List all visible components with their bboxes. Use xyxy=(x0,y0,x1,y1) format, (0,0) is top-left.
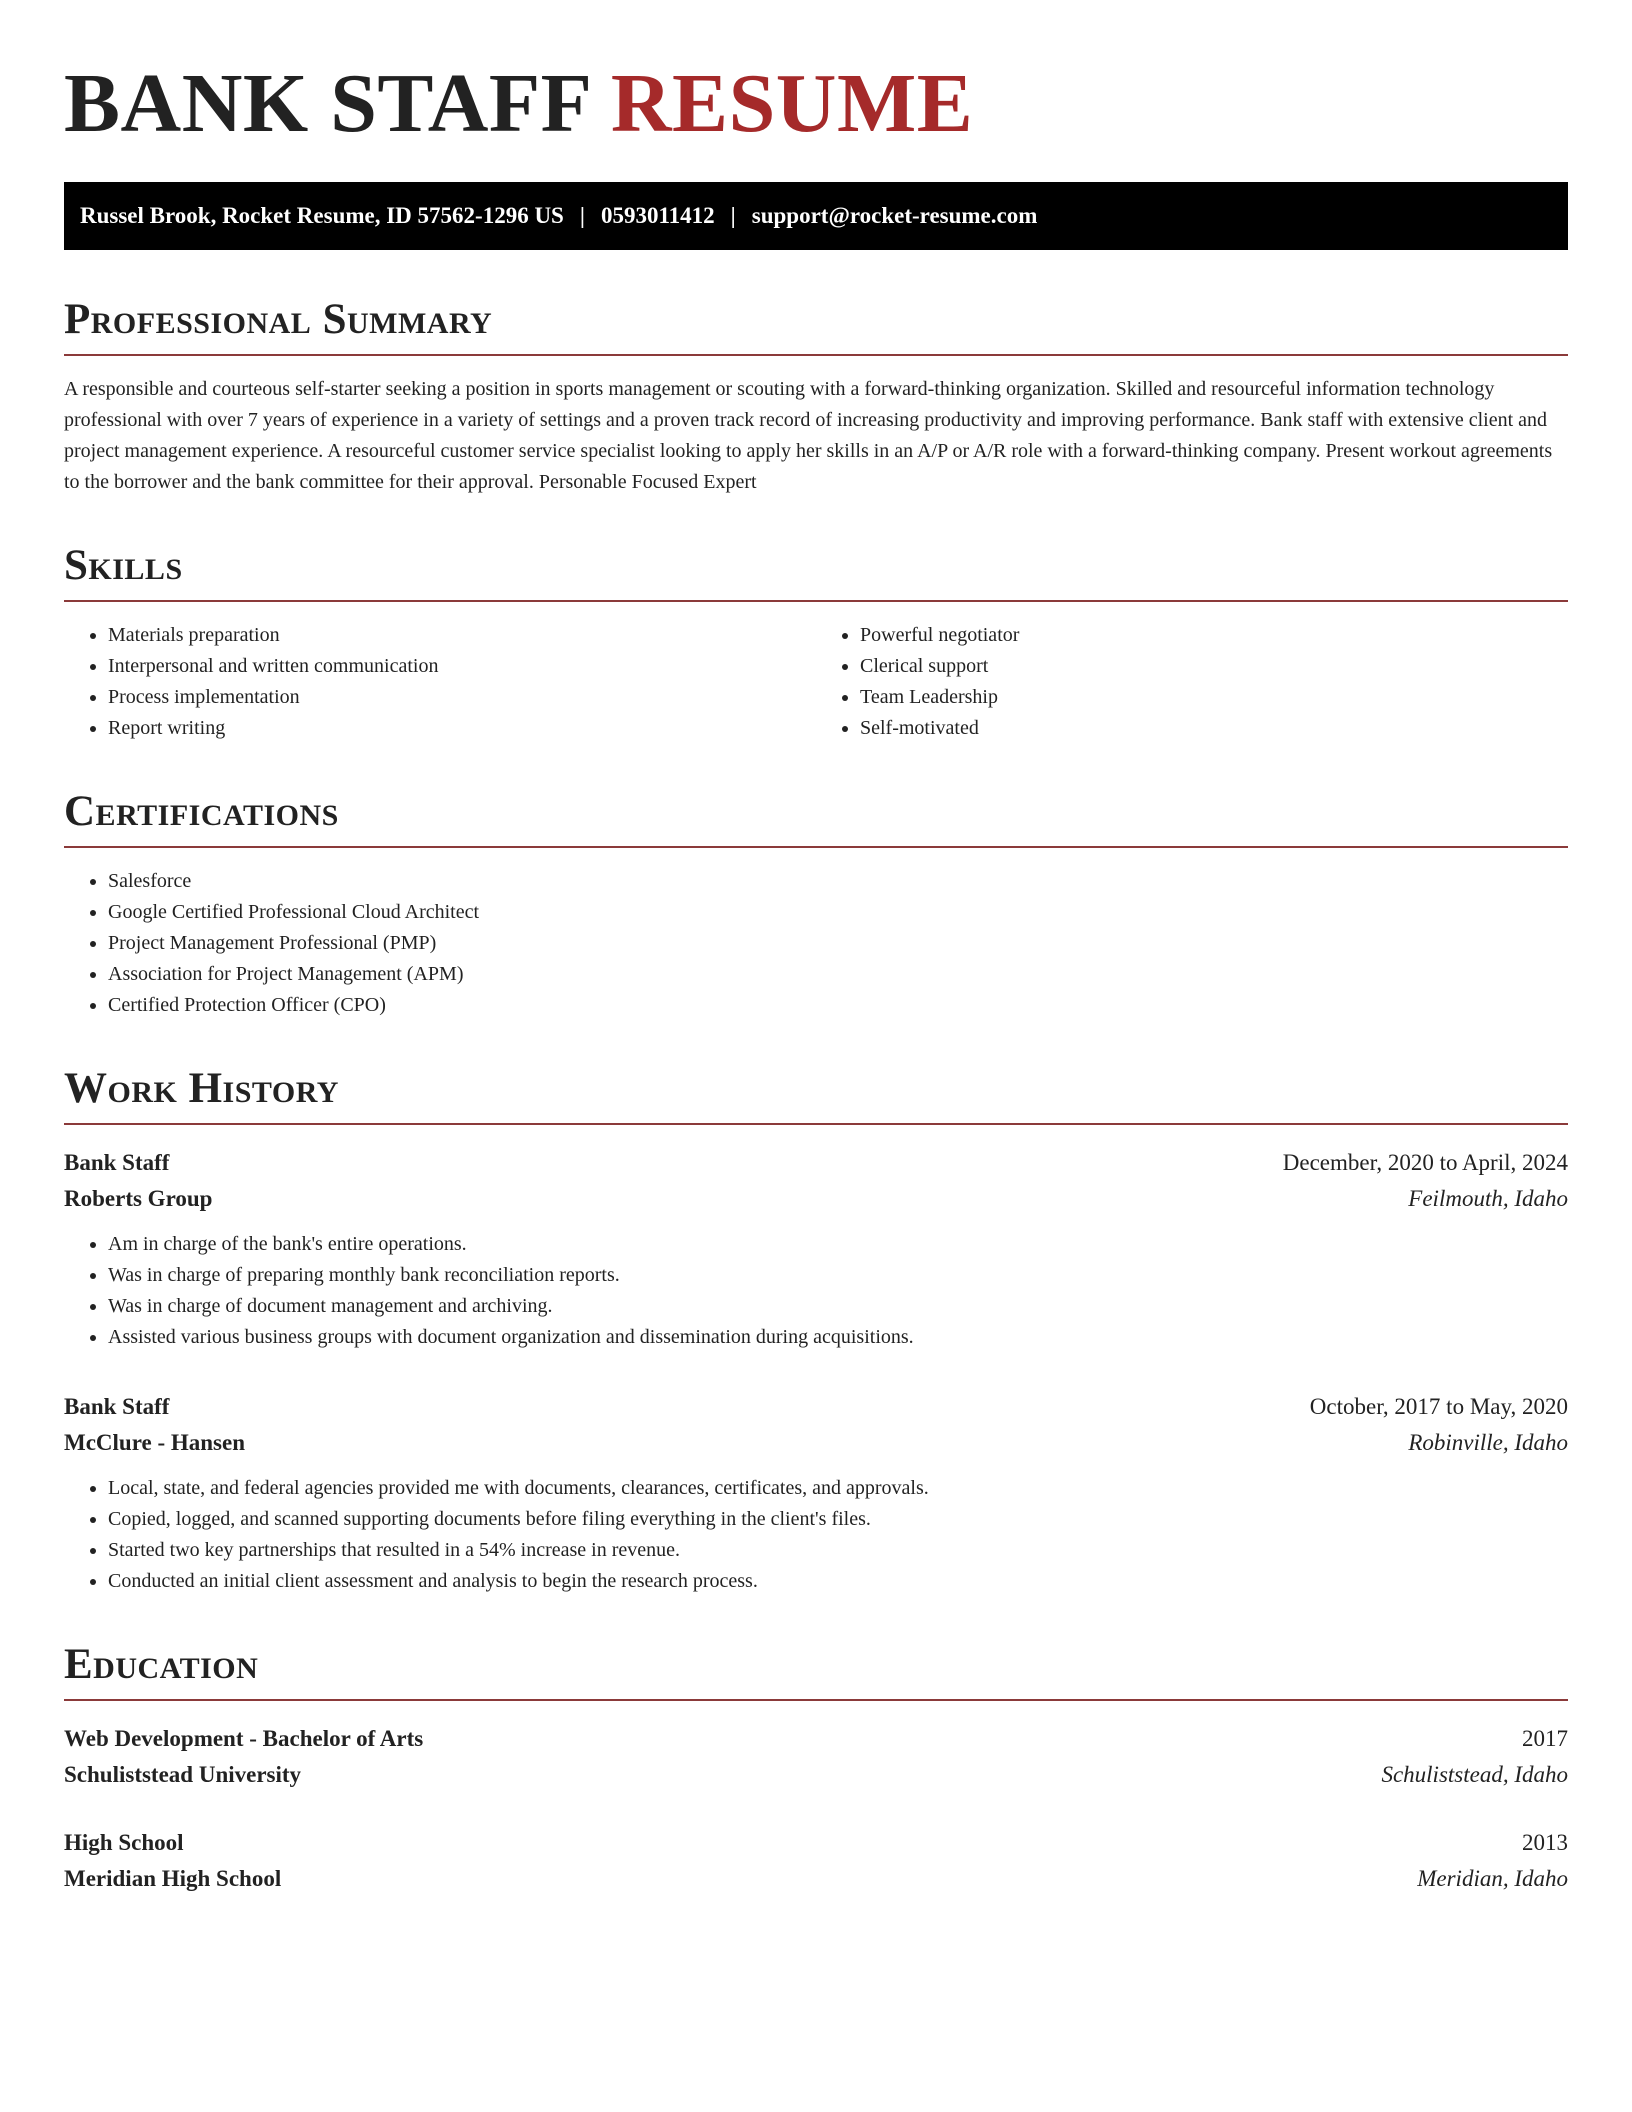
skills-section xyxy=(64,542,1568,744)
contact-separator: | xyxy=(579,203,585,228)
education-location: Meridian, Idaho xyxy=(1417,1866,1568,1891)
title-accent: RESUME xyxy=(610,57,974,150)
job-title-row xyxy=(64,1145,1568,1181)
contact-email[interactable]: support@rocket-resume.com xyxy=(751,203,1038,228)
job-duty-item: • Assisted various business groups with document organization and dissemination during acquisitions. xyxy=(108,1322,1568,1353)
contact-separator: | xyxy=(730,203,736,228)
work-history-heading: Work History xyxy=(64,1065,1568,1125)
certifications-list xyxy=(64,866,1568,1021)
skill-item: • Process implementation xyxy=(108,682,816,713)
title-main: BANK STAFF xyxy=(64,57,590,150)
job-duties-list xyxy=(64,1229,1568,1353)
certifications-heading: Certifications xyxy=(64,788,1568,848)
job-location: Feilmouth, Idaho xyxy=(1408,1186,1568,1211)
education-degree-row xyxy=(64,1721,1568,1757)
certifications-section xyxy=(64,788,1568,1021)
skill-item: • Team Leadership xyxy=(860,682,1568,713)
education-degree: High School xyxy=(64,1830,184,1855)
education-degree: Web Development - Bachelor of Arts xyxy=(64,1726,424,1751)
job-title-row xyxy=(64,1389,1568,1425)
contact-name-address: Russel Brook, Rocket Resume, ID 57562-1296 US xyxy=(80,203,564,228)
job-duty-item: • Am in charge of the bank's entire operations. xyxy=(108,1229,1568,1260)
skills-columns xyxy=(64,620,1568,744)
education-school-row xyxy=(64,1861,1568,1897)
skill-item: • Report writing xyxy=(108,713,816,744)
job-company-row xyxy=(64,1425,1568,1461)
skill-item: • Clerical support xyxy=(860,651,1568,682)
education-entry xyxy=(64,1721,1568,1793)
education-year: 2013 xyxy=(1522,1830,1568,1855)
certification-item: • Association for Project Management (APM) xyxy=(108,959,1568,990)
skills-heading: Skills xyxy=(64,542,1568,602)
job-company: Roberts Group xyxy=(64,1186,213,1211)
skills-list-left xyxy=(64,620,816,744)
job-dates: December, 2020 to April, 2024 xyxy=(1282,1150,1568,1175)
job-duty-item: • Started two key partnerships that resulted in a 54% increase in revenue. xyxy=(108,1535,1568,1566)
job-duty-item: • Was in charge of document management and archiving. xyxy=(108,1291,1568,1322)
job-duty-item: • Local, state, and federal agencies provided me with documents, clearances, certificates, and approvals. xyxy=(108,1473,1568,1504)
job-dates: October, 2017 to May, 2020 xyxy=(1309,1394,1568,1419)
education-section xyxy=(64,1641,1568,1897)
education-degree-row xyxy=(64,1825,1568,1861)
page-title xyxy=(64,58,1568,150)
skill-item: • Powerful negotiator xyxy=(860,620,1568,651)
summary-section xyxy=(64,296,1568,498)
job-company: McClure - Hansen xyxy=(64,1430,246,1455)
certification-item: • Certified Protection Officer (CPO) xyxy=(108,990,1568,1021)
education-entry xyxy=(64,1825,1568,1897)
education-school: Meridian High School xyxy=(64,1866,282,1891)
certification-item: • Google Certified Professional Cloud Architect xyxy=(108,897,1568,928)
skill-item: • Interpersonal and written communication xyxy=(108,651,816,682)
skills-list-right xyxy=(816,620,1568,744)
job-title: Bank Staff xyxy=(64,1150,170,1175)
job-company-row xyxy=(64,1181,1568,1217)
education-year: 2017 xyxy=(1522,1726,1568,1751)
job-duties-list xyxy=(64,1473,1568,1597)
job-location: Robinville, Idaho xyxy=(1408,1430,1568,1455)
work-history-section xyxy=(64,1065,1568,1597)
job-duty-item: • Conducted an initial client assessment and analysis to begin the research process. xyxy=(108,1566,1568,1597)
contact-bar xyxy=(64,182,1568,250)
job-duty-item: • Copied, logged, and scanned supporting documents before filing everything in the client's files. xyxy=(108,1504,1568,1535)
certification-item: • Project Management Professional (PMP) xyxy=(108,928,1568,959)
education-heading: Education xyxy=(64,1641,1568,1701)
job-title: Bank Staff xyxy=(64,1394,170,1419)
skill-item: • Materials preparation xyxy=(108,620,816,651)
education-school-row xyxy=(64,1757,1568,1793)
contact-phone[interactable]: 0593011412 xyxy=(600,203,715,228)
job-duty-item: • Was in charge of preparing monthly bank reconciliation reports. xyxy=(108,1260,1568,1291)
job-entry xyxy=(64,1389,1568,1597)
education-school: Schuliststead University xyxy=(64,1762,302,1787)
certification-item: • Salesforce xyxy=(108,866,1568,897)
summary-text: A responsible and courteous self-starter seeking a position in sports management or scouting with a forward-thinking organization. Skilled and resourceful information technology professional with over 7 years of experience in a variety of settings and a proven track record of increasing productivity and improving performance. Bank staff with extensive client and project management experience. A resourceful customer service specialist looking to apply her skills in an A/P or A/R role with a forward-thinking company. Present workout agreements to the borrower and the bank committee for their approval. Personable Focused Expert xyxy=(64,378,1553,493)
skill-item: • Self-motivated xyxy=(860,713,1568,744)
job-entry xyxy=(64,1145,1568,1353)
summary-heading: Professional Summary xyxy=(64,296,1568,356)
education-location: Schuliststead, Idaho xyxy=(1381,1762,1568,1787)
